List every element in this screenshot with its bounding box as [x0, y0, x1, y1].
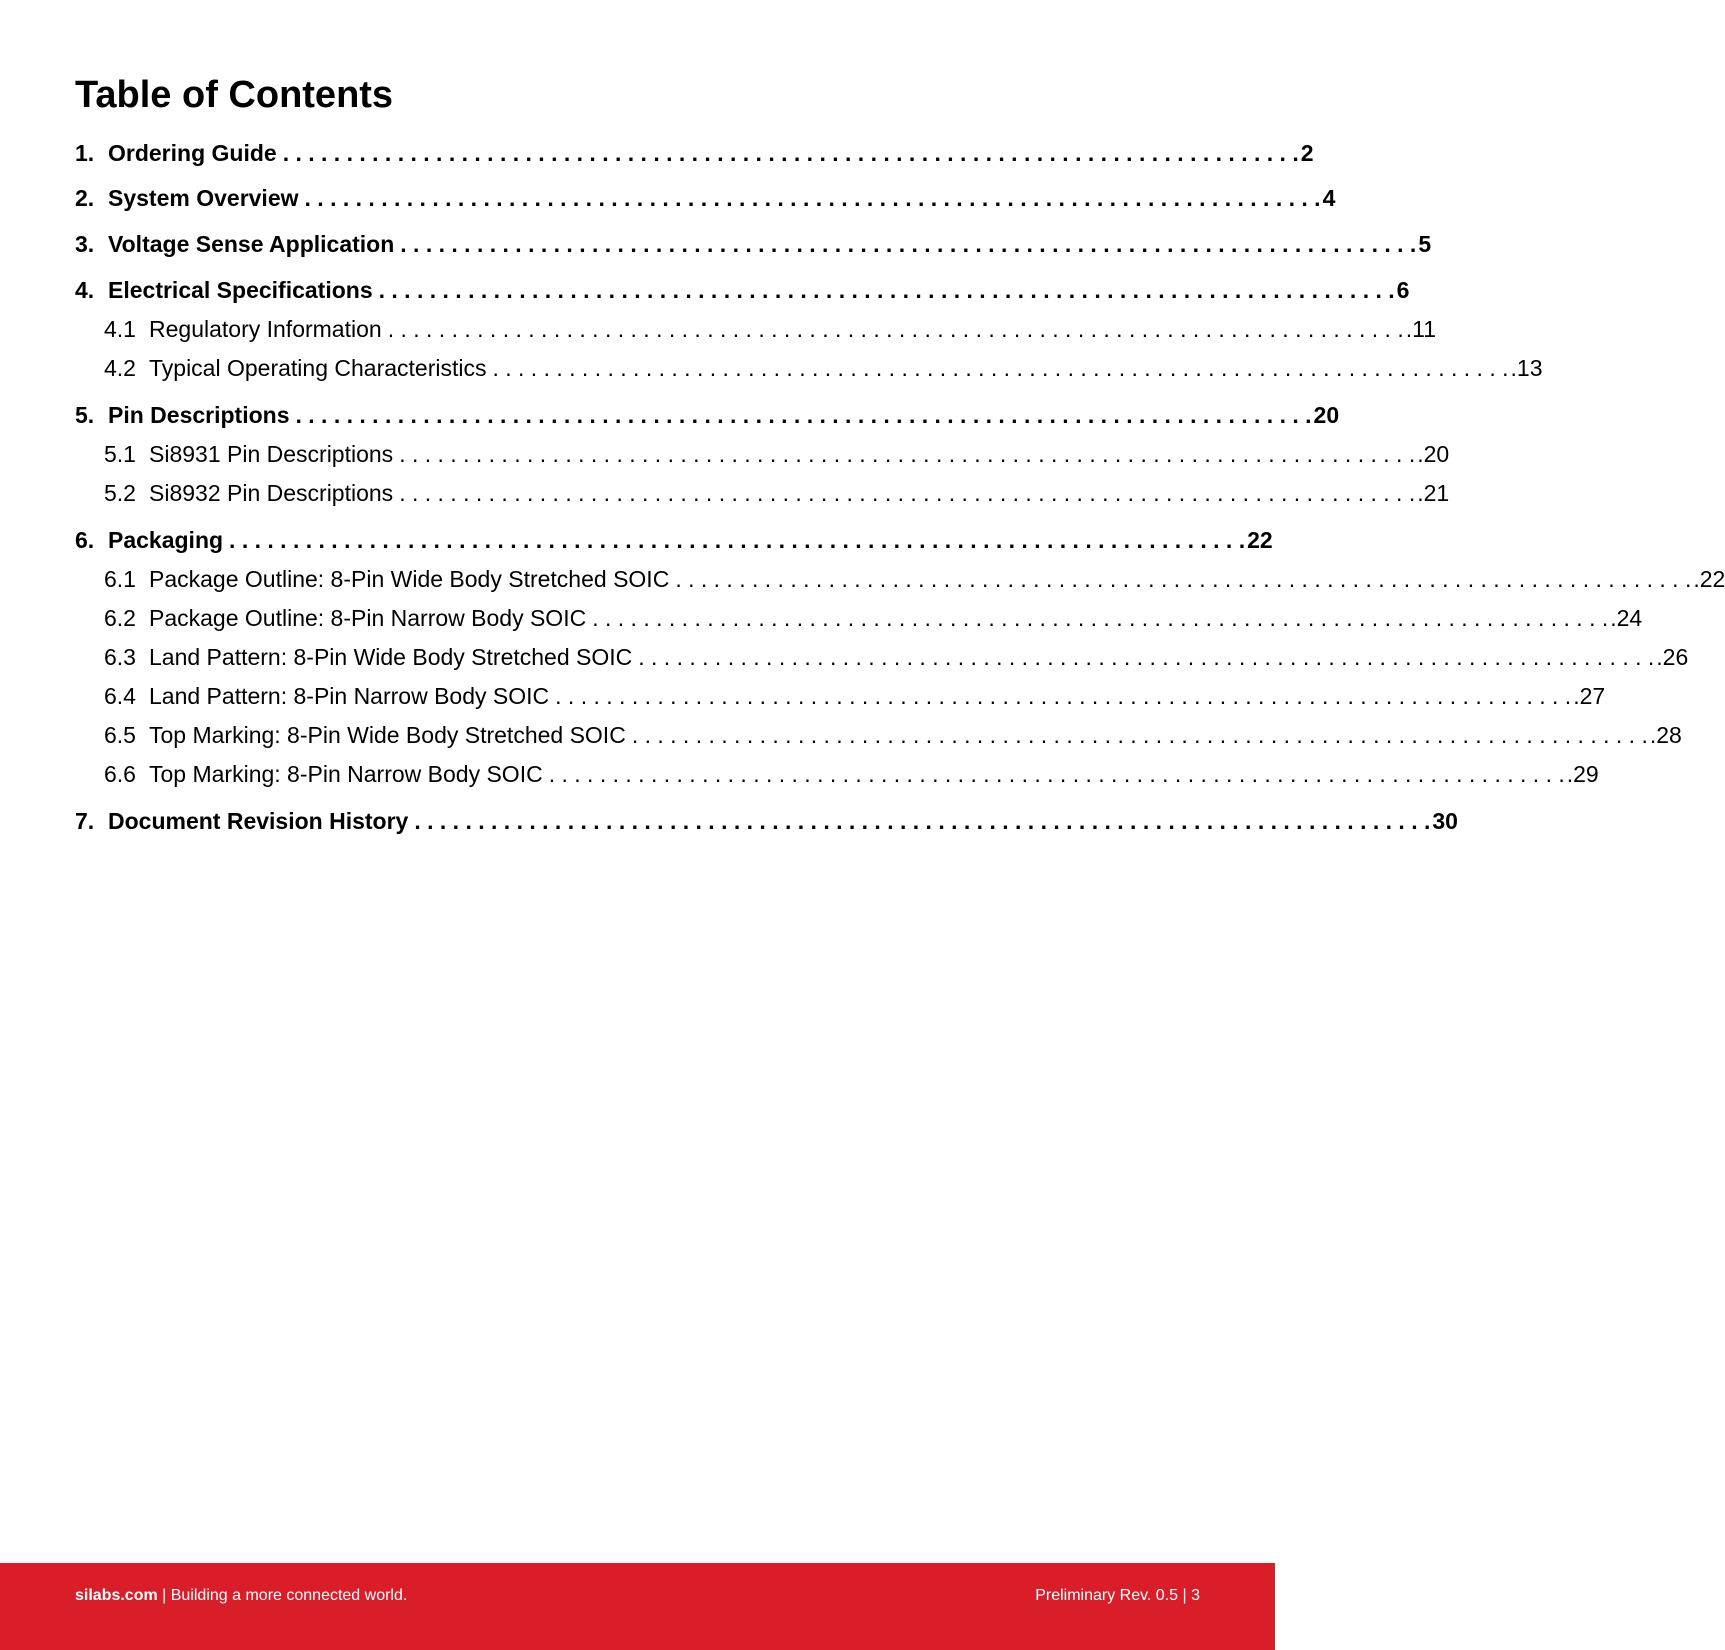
toc-dot-leader: . . . . . . . . . . . . . . . . . . . . . . . . . . . . . . . . . . . . . . . . . . . . . . . . . . . . . . . . . . . . . . . . . . . . . . . . . . . . . . . .: [400, 231, 1417, 257]
toc-entry-packaging[interactable]: [75, 527, 1273, 557]
toc-entry-number: 6.: [75, 527, 95, 553]
toc-entry-number: 6.2: [104, 605, 136, 631]
toc-entry-label: Top Marking: 8-Pin Wide Body Stretched SOIC: [149, 722, 626, 748]
toc-entry-package-outline-wide[interactable]: [75, 566, 1725, 596]
toc-entry-page: 6: [1396, 277, 1410, 303]
toc-entry-ordering-guide[interactable]: [75, 140, 1314, 170]
toc-dot-leader: . . . . . . . . . . . . . . . . . . . . . . . . . . . . . . . . . . . . . . . . . . . . . . . . . . . . . . . . . . . . . . . . . . . . . . . . . . . . . . . .: [555, 683, 1572, 709]
toc-entry-number: 5.: [75, 402, 95, 428]
toc-entry-label: Regulatory Information: [149, 316, 382, 342]
toc-entry-document-revision-history[interactable]: [75, 808, 1458, 838]
toc-entry-land-pattern-narrow[interactable]: [75, 683, 1606, 713]
toc-entry-pin-descriptions[interactable]: [75, 402, 1340, 432]
toc-entry-page: 2: [1300, 140, 1314, 166]
toc-entry-regulatory-information[interactable]: [75, 316, 1437, 346]
toc-entry-page: .27: [1573, 683, 1606, 709]
page-title: Table of Contents: [75, 74, 394, 116]
toc-dot-leader: . . . . . . . . . . . . . . . . . . . . . . . . . . . . . . . . . . . . . . . . . . . . . . . . . . . . . . . . . . . . . . . . . . . . . . . . . . . . . . . .: [378, 277, 1395, 303]
toc-entry-number: 2.: [75, 185, 95, 211]
toc-dot-leader: . . . . . . . . . . . . . . . . . . . . . . . . . . . . . . . . . . . . . . . . . . . . . . . . . . . . . . . . . . . . . . . . . . . . . . . . . . . . . . . .: [631, 722, 1648, 748]
toc-entry-label: Land Pattern: 8-Pin Narrow Body SOIC: [149, 683, 550, 709]
toc-entry-top-marking-narrow[interactable]: [75, 761, 1599, 791]
toc-dot-leader: . . . . . . . . . . . . . . . . . . . . . . . . . . . . . . . . . . . . . . . . . . . . . . . . . . . . . . . . . . . . . . . . . . . . . . . . . . . . . . . .: [282, 140, 1299, 166]
toc-entry-page: 5: [1418, 231, 1432, 257]
toc-entry-page: .13: [1510, 355, 1543, 381]
toc-entry-si8931-pin-descriptions[interactable]: [75, 441, 1450, 471]
toc-entry-number: 3.: [75, 231, 95, 257]
toc-entry-number: 5.2: [104, 480, 136, 506]
toc-entry-number: 6.4: [104, 683, 136, 709]
toc-entry-number: 4.2: [104, 355, 136, 381]
footer-revision: Preliminary Rev. 0.5 | 3: [1035, 1587, 1200, 1604]
toc-entry-system-overview[interactable]: [75, 185, 1336, 215]
toc-entry-number: 1.: [75, 140, 95, 166]
toc-entry-number: 6.3: [104, 644, 136, 670]
toc-entry-label: Packaging: [108, 527, 224, 553]
footer-left: [75, 1586, 407, 1606]
toc-entry-page: .28: [1649, 722, 1682, 748]
toc-dot-leader: . . . . . . . . . . . . . . . . . . . . . . . . . . . . . . . . . . . . . . . . . . . . . . . . . . . . . . . . . . . . . . . . . . . . . . . . . . . . . . . .: [414, 808, 1431, 834]
toc-entry-page: .20: [1417, 441, 1450, 467]
toc-entry-voltage-sense-application[interactable]: [75, 231, 1432, 261]
toc-dot-leader: . . . . . . . . . . . . . . . . . . . . . . . . . . . . . . . . . . . . . . . . . . . . . . . . . . . . . . . . . . . . . . . . . . . . . . . . . . . . . . . .: [304, 185, 1321, 211]
toc-dot-leader: . . . . . . . . . . . . . . . . . . . . . . . . . . . . . . . . . . . . . . . . . . . . . . . . . . . . . . . . . . . . . . . . . . . . . . . . . . . . . . . .: [295, 402, 1312, 428]
toc-entry-label: Document Revision History: [108, 808, 409, 834]
toc-entry-label: Si8932 Pin Descriptions: [149, 480, 394, 506]
toc-dot-leader: . . . . . . . . . . . . . . . . . . . . . . . . . . . . . . . . . . . . . . . . . . . . . . . . . . . . . . . . . . . . . . . . . . . . . . . . . . . . . . . .: [492, 355, 1509, 381]
toc-dot-leader: . . . . . . . . . . . . . . . . . . . . . . . . . . . . . . . . . . . . . . . . . . . . . . . . . . . . . . . . . . . . . . . . . . . . . . . . . . . . . . . .: [399, 480, 1416, 506]
toc-entry-page: .22: [1693, 566, 1725, 592]
toc-entry-label: Package Outline: 8-Pin Wide Body Stretched SOIC: [149, 566, 670, 592]
toc-entry-land-pattern-wide[interactable]: [75, 644, 1689, 674]
toc-entry-number: 6.5: [104, 722, 136, 748]
toc-entry-label: Electrical Specifications: [108, 277, 373, 303]
toc-entry-number: 4.: [75, 277, 95, 303]
toc-entry-label: Pin Descriptions: [108, 402, 290, 428]
toc-entry-package-outline-narrow[interactable]: [75, 605, 1643, 635]
toc-entry-typical-operating-characteristics[interactable]: [75, 355, 1543, 385]
toc-entry-page: .26: [1656, 644, 1689, 670]
toc-dot-leader: . . . . . . . . . . . . . . . . . . . . . . . . . . . . . . . . . . . . . . . . . . . . . . . . . . . . . . . . . . . . . . . . . . . . . . . . . . . . . . . .: [229, 527, 1246, 553]
toc-entry-number: 6.1: [104, 566, 136, 592]
toc-entry-number: 6.6: [104, 761, 136, 787]
toc-entry-page: 4: [1322, 185, 1336, 211]
toc-entry-electrical-specifications[interactable]: [75, 277, 1410, 307]
toc-dot-leader: . . . . . . . . . . . . . . . . . . . . . . . . . . . . . . . . . . . . . . . . . . . . . . . . . . . . . . . . . . . . . . . . . . . . . . . . . . . . . . . .: [399, 441, 1416, 467]
toc-entry-page: 30: [1432, 808, 1458, 834]
toc-entry-page: .11: [1405, 316, 1437, 342]
toc-entry-page: 22: [1247, 527, 1273, 553]
toc-entry-label: Top Marking: 8-Pin Narrow Body SOIC: [149, 761, 543, 787]
footer-brand-link[interactable]: silabs.com: [75, 1587, 158, 1604]
toc-dot-leader: . . . . . . . . . . . . . . . . . . . . . . . . . . . . . . . . . . . . . . . . . . . . . . . . . . . . . . . . . . . . . . . . . . . . . . . . . . . . . . . .: [387, 316, 1404, 342]
toc-entry-label: System Overview: [108, 185, 299, 211]
toc-entry-page: .21: [1417, 480, 1450, 506]
toc-entry-label: Typical Operating Characteristics: [149, 355, 487, 381]
toc-entry-label: Package Outline: 8-Pin Narrow Body SOIC: [149, 605, 587, 631]
toc-entry-top-marking-wide[interactable]: [75, 722, 1682, 752]
toc-entry-number: 4.1: [104, 316, 136, 342]
toc-entry-number: 5.1: [104, 441, 136, 467]
toc-dot-leader: . . . . . . . . . . . . . . . . . . . . . . . . . . . . . . . . . . . . . . . . . . . . . . . . . . . . . . . . . . . . . . . . . . . . . . . . . . . . . . . .: [638, 644, 1655, 670]
toc-entry-page: .24: [1610, 605, 1643, 631]
toc-entry-number: 7.: [75, 808, 95, 834]
toc-dot-leader: . . . . . . . . . . . . . . . . . . . . . . . . . . . . . . . . . . . . . . . . . . . . . . . . . . . . . . . . . . . . . . . . . . . . . . . . . . . . . . . .: [675, 566, 1692, 592]
toc-entry-label: Si8931 Pin Descriptions: [149, 441, 394, 467]
page-footer: [0, 1563, 1275, 1650]
footer-tagline: | Building a more connected world.: [157, 1587, 408, 1604]
toc-entry-label: Land Pattern: 8-Pin Wide Body Stretched SOIC: [149, 644, 633, 670]
toc-entry-page: 20: [1313, 402, 1340, 428]
toc-entry-label: Ordering Guide: [108, 140, 277, 166]
toc-entry-page: .29: [1566, 761, 1599, 787]
toc-entry-label: Voltage Sense Application: [108, 231, 395, 257]
toc-entry-si8932-pin-descriptions[interactable]: [75, 480, 1450, 510]
toc-dot-leader: . . . . . . . . . . . . . . . . . . . . . . . . . . . . . . . . . . . . . . . . . . . . . . . . . . . . . . . . . . . . . . . . . . . . . . . . . . . . . . . .: [592, 605, 1609, 631]
toc-dot-leader: . . . . . . . . . . . . . . . . . . . . . . . . . . . . . . . . . . . . . . . . . . . . . . . . . . . . . . . . . . . . . . . . . . . . . . . . . . . . . . . .: [548, 761, 1565, 787]
